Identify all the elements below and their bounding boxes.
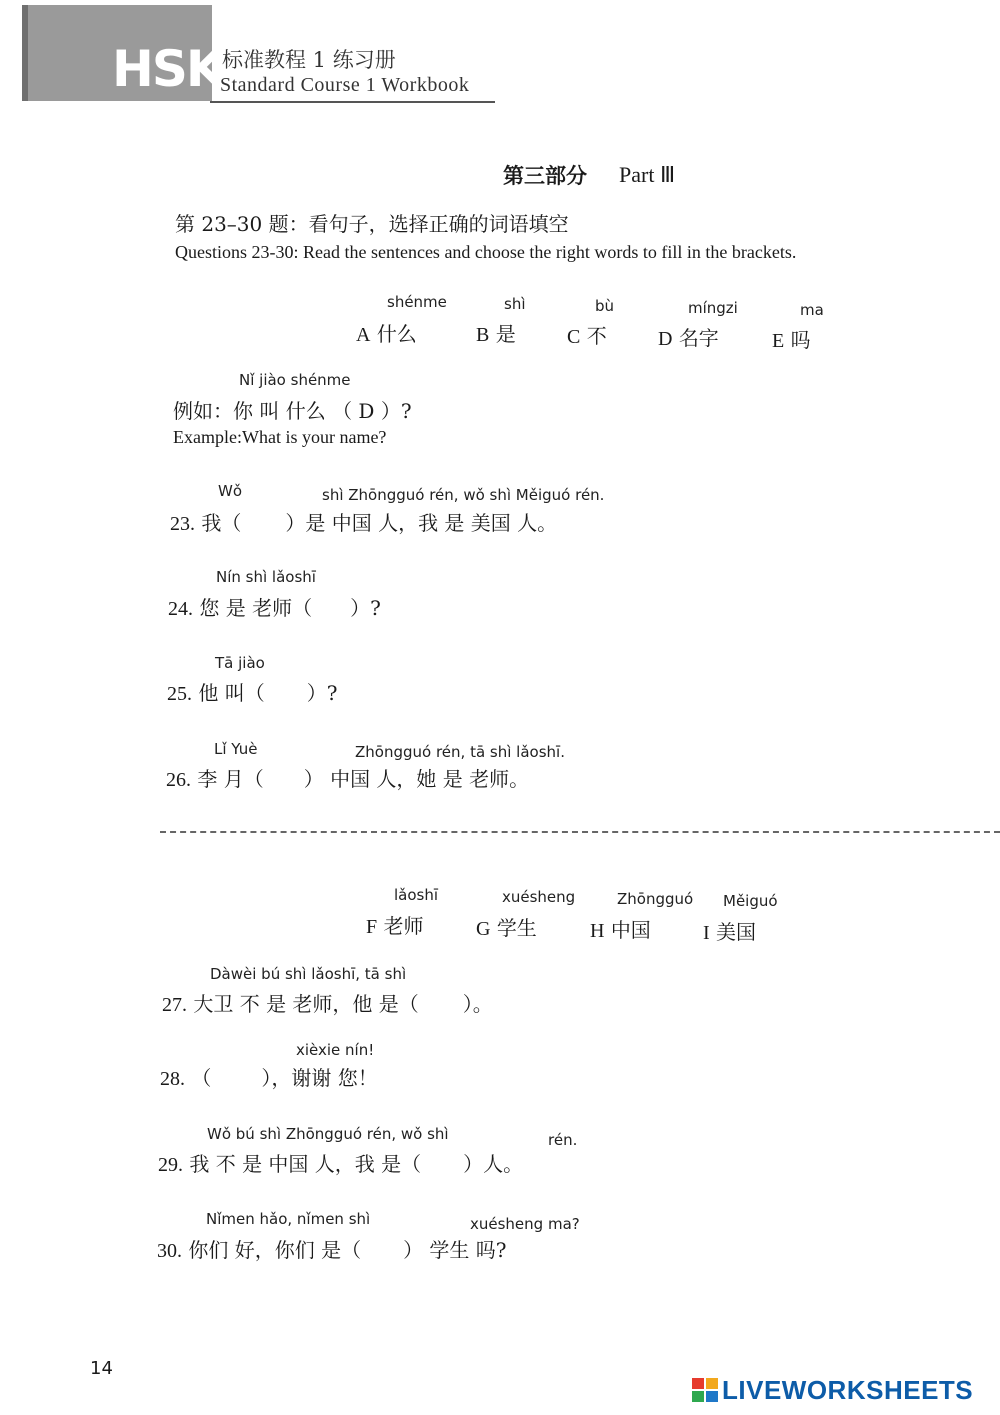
question-number: 29. (158, 1154, 183, 1176)
question-pinyin: shì Zhōngguó rén, wǒ shì Měiguó rén. (322, 486, 605, 504)
option-letter: A (356, 324, 371, 346)
option-pinyin: bù (595, 297, 615, 315)
question-24 (168, 592, 381, 621)
question-30 (157, 1234, 507, 1263)
option-pinyin: xuésheng (502, 888, 576, 906)
option-letter: G (476, 918, 491, 940)
question-number: 25. (167, 683, 192, 705)
option-word: 中国 (610, 918, 651, 942)
question-text: ）? (306, 681, 338, 705)
question-pinyin: Wǒ (218, 482, 243, 500)
option-letter: F (366, 916, 378, 938)
question-text: 我 不 是 中国 人，我 是（ (189, 1152, 422, 1176)
header-band-edge (22, 5, 28, 101)
option-word: 是 (495, 322, 516, 346)
option-b[interactable] (476, 318, 516, 347)
question-29 (158, 1148, 523, 1177)
question-pinyin: Nín shì lǎoshī (216, 568, 316, 586)
question-pinyin: Nǐmen hǎo, nǐmen shì (206, 1210, 371, 1228)
example-pinyin: Nǐ jiào shénme (239, 371, 351, 389)
question-text: ）。 (462, 992, 493, 1016)
option-letter: B (476, 324, 490, 346)
question-number: 23. (170, 513, 195, 535)
question-number: 28. (160, 1068, 185, 1090)
instructions-zh: 第 23–30 题：看句子，选择正确的词语填空 (175, 212, 569, 236)
option-pinyin: ma (800, 301, 824, 319)
question-text: 我（ (201, 511, 242, 535)
option-g[interactable] (476, 912, 537, 941)
question-text: 你们 好，你们 是（ (188, 1238, 362, 1262)
option-word: 不 (586, 324, 607, 348)
hsk-logo: HSK (112, 40, 223, 98)
question-pinyin: xuésheng ma? (470, 1215, 580, 1233)
option-c[interactable] (567, 320, 607, 349)
header-title-zh: 标准教程 1 练习册 (222, 48, 396, 72)
option-h[interactable] (590, 914, 651, 943)
question-pinyin: xièxie nín! (296, 1041, 375, 1059)
question-text: ）人。 (463, 1152, 524, 1176)
question-27 (162, 988, 493, 1017)
option-word: 美国 (716, 920, 757, 944)
option-letter: H (590, 920, 605, 942)
question-text: （ (191, 1066, 212, 1090)
liveworksheets-brand: LIVEWORKSHEETS (722, 1374, 974, 1405)
option-word: 学生 (496, 916, 537, 940)
option-pinyin: shì (504, 295, 526, 313)
question-pinyin: Zhōngguó rén, tā shì lǎoshī. (355, 743, 565, 761)
option-word: 老师 (383, 914, 424, 938)
section-title-en: Part Ⅲ (619, 162, 676, 187)
option-pinyin: lǎoshī (394, 886, 439, 904)
option-pinyin: Zhōngguó (617, 890, 694, 908)
example-sentence: 例如：你 叫 什么 （ D ）? (173, 399, 412, 423)
question-text: ）是 中国 人，我 是 美国 人。 (285, 511, 558, 535)
question-text: 您 是 老师（ (199, 596, 313, 620)
question-25 (167, 677, 337, 706)
page-number: 14 (90, 1358, 113, 1379)
question-text: 李 月（ (197, 767, 264, 791)
question-pinyin: rén. (548, 1131, 578, 1149)
option-pinyin: Měiguó (723, 892, 778, 910)
option-letter: I (703, 922, 710, 944)
question-pinyin: Wǒ bú shì Zhōngguó rén, wǒ shì (207, 1125, 449, 1143)
option-letter: E (772, 330, 785, 352)
option-word: 什么 (376, 322, 417, 346)
instructions-en: Questions 23-30: Read the sentences and choose the right words to fill in the brackets. (175, 242, 797, 262)
question-26 (166, 763, 529, 792)
option-word: 吗 (790, 328, 811, 352)
question-28 (160, 1062, 378, 1091)
question-number: 24. (168, 598, 193, 620)
question-pinyin: Tā jiào (215, 654, 265, 672)
question-number: 27. (162, 994, 187, 1016)
option-letter: C (567, 326, 581, 348)
option-pinyin: míngzi (688, 299, 738, 317)
question-text: ），谢谢 您！ (261, 1066, 378, 1090)
header-rule (210, 101, 495, 103)
question-pinyin: Lǐ Yuè (214, 740, 258, 758)
example-translation: Example:What is your name? (173, 427, 387, 447)
option-word: 名字 (678, 326, 719, 350)
question-pinyin: Dàwèi bú shì lǎoshī, tā shì (210, 965, 407, 983)
question-text: 他 叫（ (198, 681, 265, 705)
option-f[interactable] (366, 910, 423, 939)
question-23 (170, 507, 557, 536)
question-text: ） 中国 人，她 是 老师。 (303, 767, 530, 791)
section-divider (160, 831, 1000, 833)
section-title-zh: 第三部分 (503, 163, 587, 188)
option-d[interactable] (658, 322, 719, 351)
option-a[interactable] (356, 318, 417, 347)
option-i[interactable] (703, 916, 756, 945)
option-letter: D (658, 328, 673, 350)
liveworksheets-logo-icon (692, 1378, 718, 1402)
option-pinyin: shénme (387, 293, 447, 311)
question-text: ）? (350, 596, 381, 620)
liveworksheets-watermark (692, 1376, 973, 1404)
question-text: ） 学生 吗? (403, 1238, 507, 1262)
question-text: 大卫 不 是 老师，他 是（ (193, 992, 419, 1016)
question-number: 26. (166, 769, 191, 791)
header-title-en: Standard Course 1 Workbook (220, 74, 470, 96)
option-e[interactable] (772, 324, 811, 353)
question-number: 30. (157, 1240, 182, 1262)
